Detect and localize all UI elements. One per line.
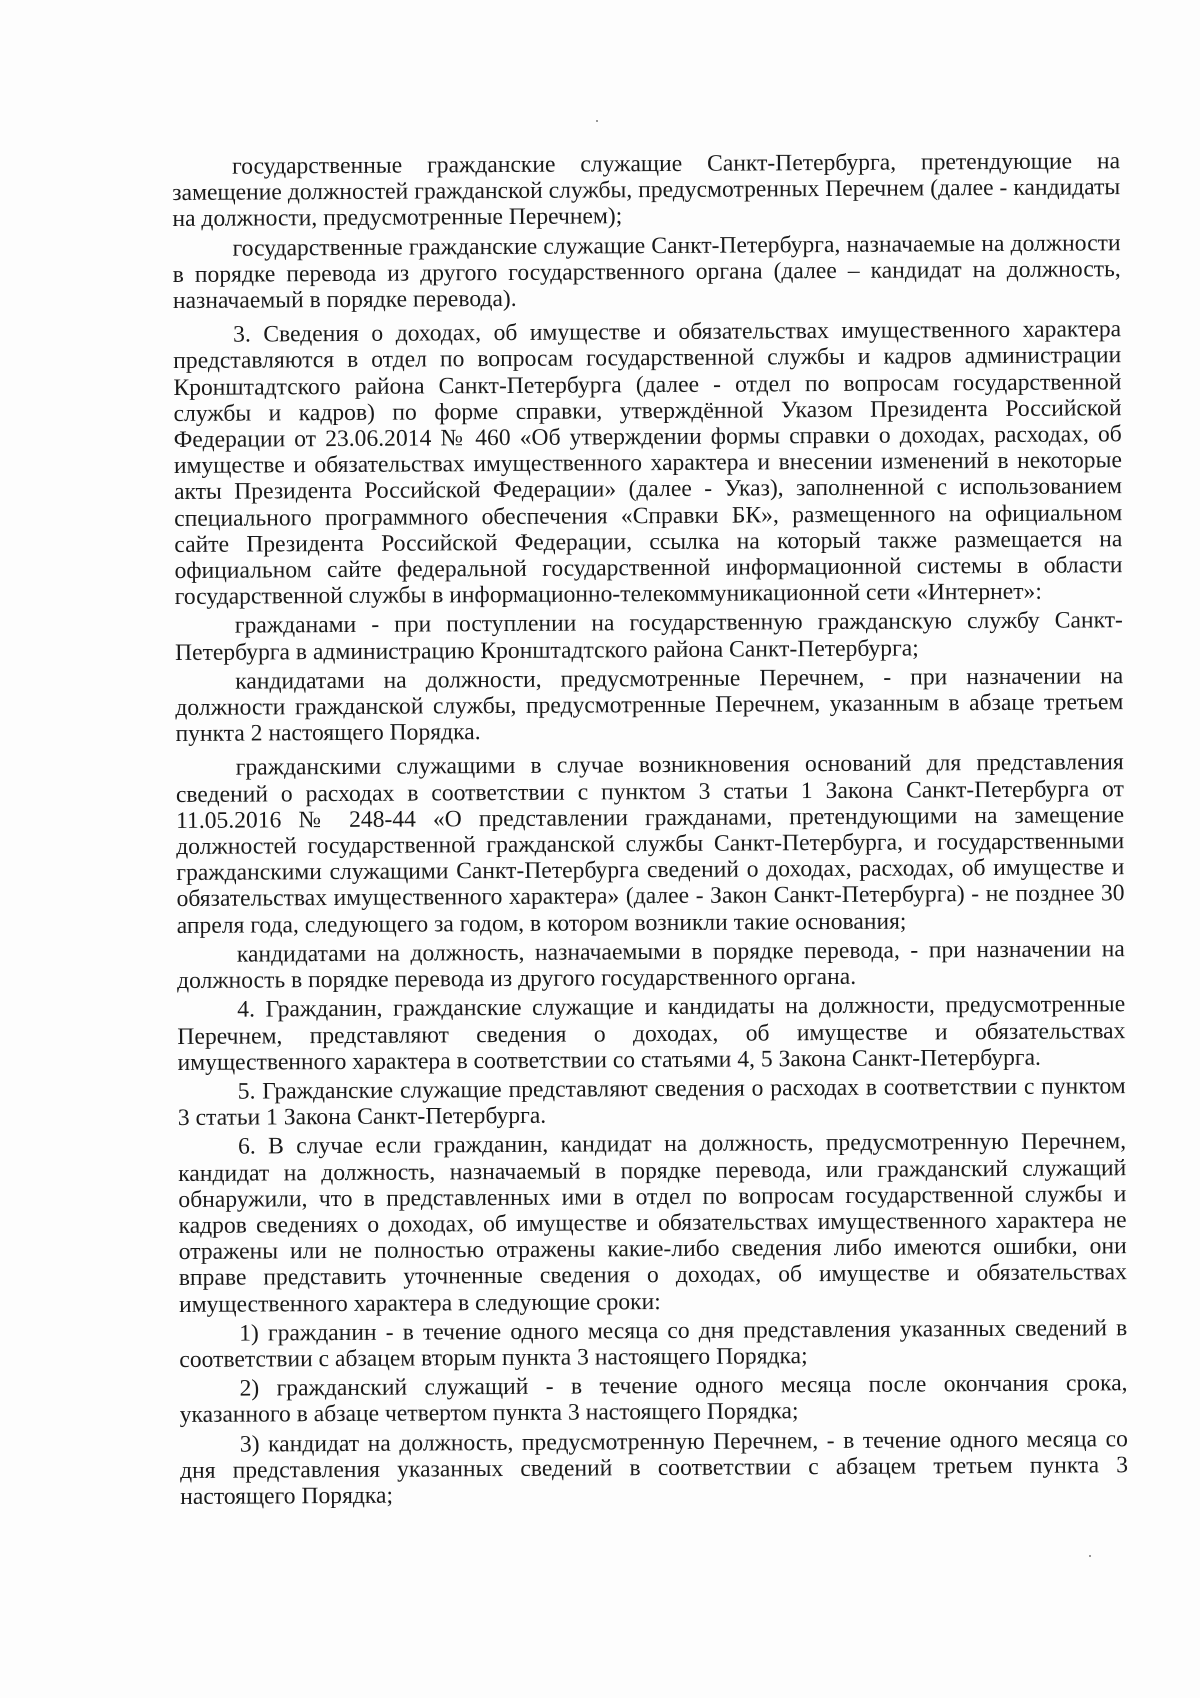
paragraph-item-3: 3. Сведения о доходах, об имуществе и обязательствах имущественного характера представляются в отдел по вопросам государственной службы и кадров администрации Кронштадтского района Санкт-Петербурга (далее - отдел по вопросам государственной службы и кадров) по форме справки, утверждённой Указом Президента Российской Федерации от 23.06.2014 № 460 «Об утверждении формы справки о доходах, расходах, об имуществе и обязательствах имущественного характера и внесении изменений в некоторые акты Президента Российской Федерации» (далее - Указ), заполненной с использованием специального программного обеспечения «Справки БК», размещенного на официальном сайте Президента Российской Федерации, ссылка на который также размещается на официальном сайте федеральной государственной информационной системы в области государственной службы в информационно-телекоммуникационной сети «Интернет»: (173, 316, 1123, 611)
document-body (172, 148, 1128, 1513)
paragraph-subitem-1: 1) гражданин - в течение одного месяца со дня представления указанных сведений в соответствии с абзацем вторым пункта 3 настоящего Порядка; (179, 1314, 1128, 1373)
paragraph-subitem-2: 2) гражданский служащий - в течение одного месяца после окончания срока, указанного в абзаце четвертом пункта 3 настоящего Порядка; (179, 1370, 1128, 1429)
paragraph-citizens: гражданами - при поступлении на государственную гражданскую службу Санкт-Петербурга в администрацию Кронштадтского района Санкт-Петербурга; (174, 607, 1123, 666)
paragraph-transfer-appointees: кандидатами на должность, назначаемыми в порядке перевода, - при назначении на должность в порядке перевода из другого государственного органа. (176, 936, 1125, 995)
paragraph-subitem-3: 3) кандидат на должность, предусмотренную Перечнем, - в течение одного месяца со дня представления указанных сведений в соответствии с абзацем третьем пункта 3 настоящего Порядка; (179, 1425, 1129, 1510)
scan-speck (1089, 1555, 1091, 1557)
paragraph-transfer-candidates: государственные гражданские служащие Санкт-Петербурга, назначаемые на должности в порядке перевода из другого государственного органа (далее – кандидат на должность, назначаемый в порядке перевода). (172, 229, 1121, 315)
scan-speck (596, 120, 598, 122)
paragraph-item-5: 5. Гражданские служащие представляют сведения о расходах в соответствии с пунктом 3 статьи 1 Закона Санкт-Петербурга. (177, 1073, 1126, 1132)
paragraph-civil-servants: гражданскими служащими в случае возникновения оснований для представления сведений о расходах в соответствии с пунктом 3 статьи 1 Закона Санкт-Петербурга от 11.05.2016 № 248-44 «О представлении гражданами, претендующими на замещение должностей государственной гражданской службы Санкт-Петербурга, и государственными гражданскими служащими Санкт-Петербурга сведений о доходах, расходах, об имуществе и обязательствах имущественного характера» (далее - Закон Санкт-Петербурга) - не позднее 30 апреля года, следующего за годом, в котором возникли такие основания; (175, 749, 1125, 939)
paragraph-item-4: 4. Гражданин, гражданские служащие и кандидаты на должности, предусмотренные Перечнем, представляют сведения о доходах, об имуществе и обязательствах имущественного характера в соответствии со статьями 4, 5 Закона Санкт-Петербурга. (177, 991, 1126, 1076)
paragraph-candidates-list: государственные гражданские служащие Санкт-Петербурга, претендующие на замещение должностей гражданской службы, предусмотренных Перечнем (далее - кандидаты на должности, предусмотренные Перечнем); (172, 148, 1121, 233)
paragraph-item-6: 6. В случае если гражданин, кандидат на должность, предусмотренную Перечнем, кандидат на должность, назначаемый в порядке перевода, или гражданский служащий обнаружили, что в представленных ими в отдел по вопросам государственной службы и кадров сведениях о доходах, об имуществе и обязательствах имущественного характера не отражены или не полностью отражены какие-либо сведения либо имеются ошибки, они вправе представить уточненные сведения о доходах, об имуществе и обязательствах имущественного характера в следующие сроки: (178, 1128, 1127, 1318)
paragraph-list-candidates: кандидатами на должности, предусмотренные Перечнем, - при назначении на должности гражданской службы, предусмотренные Перечнем, указанным в абзаце третьем пункта 2 настоящего Порядка. (175, 663, 1124, 748)
